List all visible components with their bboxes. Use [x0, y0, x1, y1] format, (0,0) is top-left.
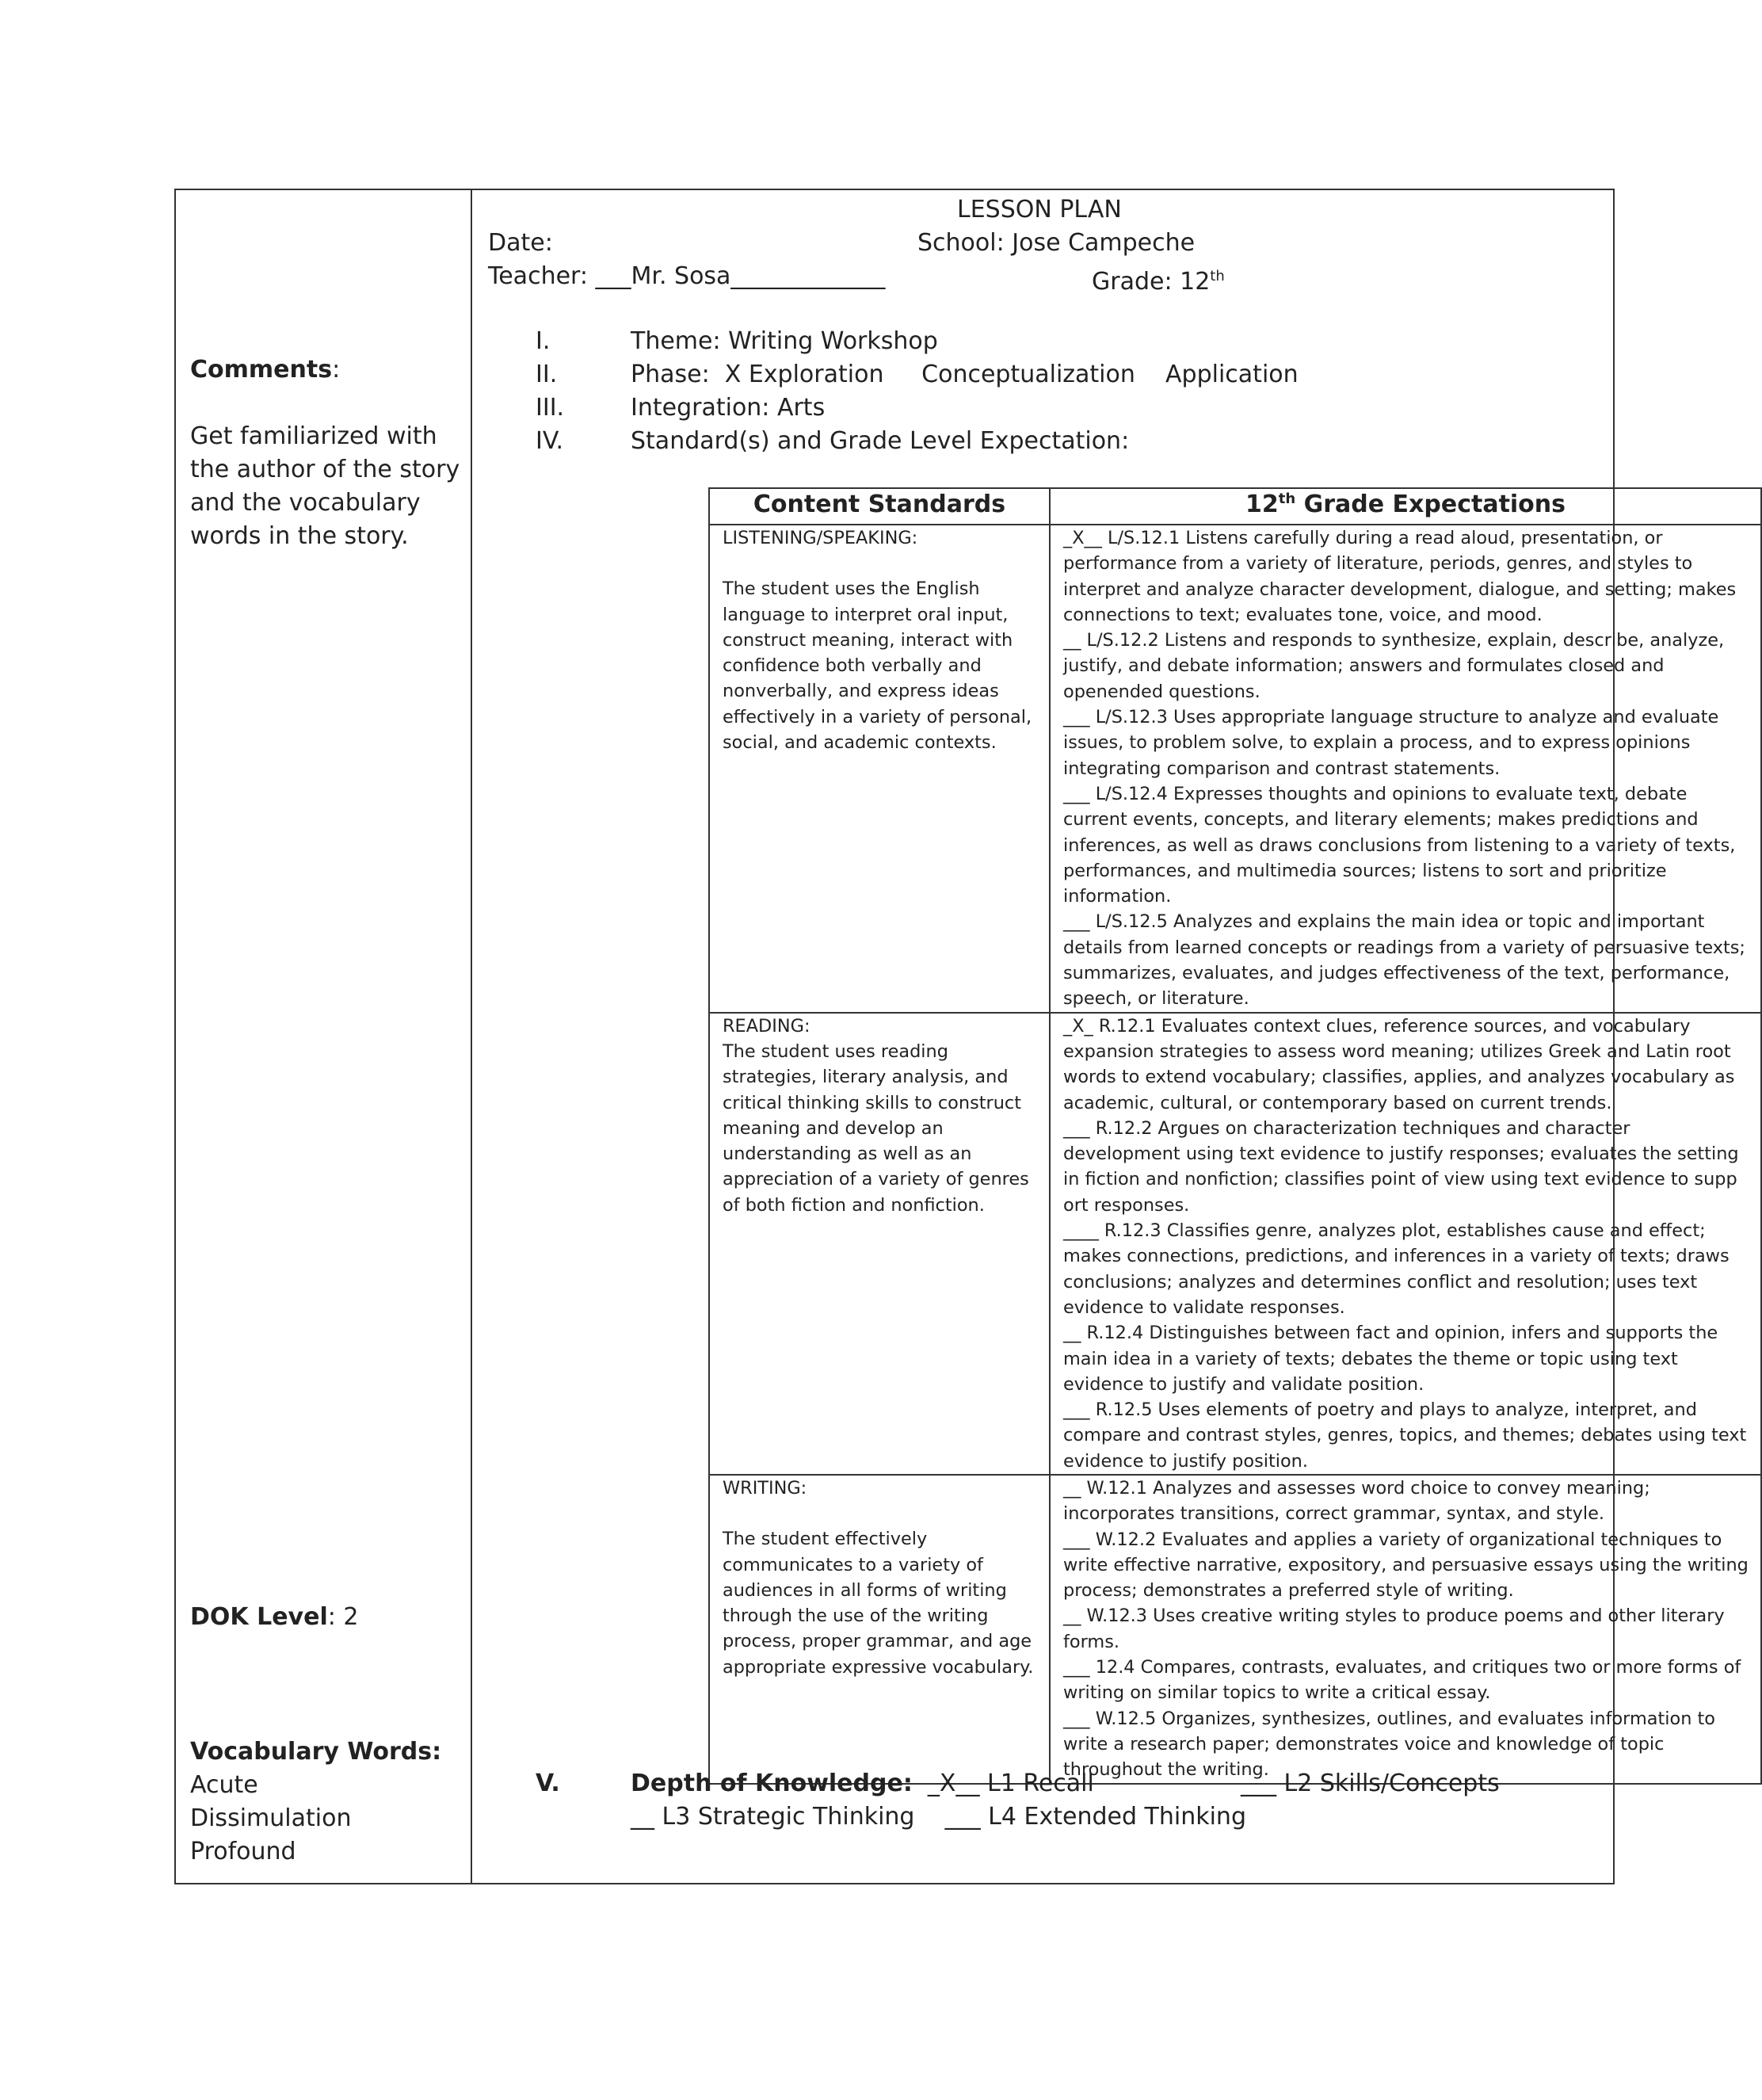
section-standards: IV. Standard(s) and Grade Level Expectation:	[536, 427, 1130, 455]
expectation-item: __ R.12.4 Distinguishes between fact and opinion, infers and supports the main idea in a variety of texts; debates the theme or topic using text evidence to justify and validate position.	[1063, 1323, 1718, 1395]
expectation-item: __ W.12.1 Analyzes and assesses word choice to convey meaning; incorporates transitions, correct grammar, syntax, and style.	[1063, 1477, 1650, 1525]
section-phase: II. Phase: X Exploration Conceptualization Application	[536, 361, 1299, 388]
dok-label: Depth of Knowledge:	[631, 1770, 913, 1797]
expectation-item: ___ W.12.5 Organizes, synthesizes, outlines, and evaluates information to write a research paper; demonstrates voice and knowledge of topic throughout the writing.	[1063, 1708, 1715, 1781]
expectation-item: ____ R.12.3 Classifies genre, analyzes plot, establishes cause and effect; makes connections, predictions, and inferences in a variety of texts; draws conclusions; analyzes and determines conflict and resolution; uses text evidence to validate responses.	[1063, 1220, 1730, 1318]
vocabulary-heading: Vocabulary Words:	[190, 1738, 442, 1766]
content-standard-reading: READING: The student uses reading strategies, literary analysis, and critical thinking skills to construct meaning and develop an understanding as well as an appreciation of a variety of genres of both fiction and nonfiction.	[709, 1013, 1050, 1475]
dok-l4: ___ L4 Extended Thinking	[944, 1803, 1246, 1831]
comments-heading: Comments:	[190, 356, 341, 384]
standards-table	[708, 487, 1762, 1785]
date-label: Date:	[488, 229, 553, 257]
expectations-writing	[1050, 1475, 1761, 1784]
vocab-word: Acute	[190, 1771, 258, 1799]
expectation-item: __ W.12.3 Uses creative writing styles to produce poems and other literary forms.	[1063, 1606, 1725, 1652]
school-name: School: Jose Campeche	[917, 229, 1196, 257]
main-column	[474, 190, 1749, 1883]
depth-of-knowledge-line2	[631, 1800, 1502, 1834]
expectation-item: ___ L/S.12.3 Uses appropriate language structure to analyze and evaluate issues, to problem solve, to explain a process, and to express opinions integrating comparison and contrast statements.	[1063, 707, 1719, 779]
section-theme: I. Theme: Writing Workshop	[536, 327, 938, 355]
expectation-item: _X_ R.12.1 Evaluates context clues, reference sources, and vocabulary expansion strategies to assess word meaning; utilizes Greek and Latin root words to extend vocabulary; classifies, applies, and analyzes vocabulary as academic, cultural, or contemporary based on current trends.	[1063, 1015, 1735, 1113]
expectation-item: ___ R.12.5 Uses elements of poetry and plays to analyze, interpret, and compare and contrast styles, genres, topics, and themes; debates using text evidence to justify position.	[1063, 1399, 1747, 1472]
content-standard-listening: LISTENING/SPEAKING: The student uses the English language to interpret oral input, construct meaning, interact with confidence both verbally and nonverbally, and express ideas effectively in a variety of personal, social, and academic contexts.	[709, 525, 1050, 1013]
expectation-item: ___ W.12.2 Evaluates and applies a variety of organizational techniques to write effective narrative, expository, and persuasive essays using the writing process; demonstrates a preferred style of writing.	[1063, 1529, 1749, 1602]
vocab-word: Dissimulation	[190, 1804, 352, 1832]
expectation-item: _X__ L/S.12.1 Listens carefully during a read aloud, presentation, or performance from a variety of literature, periods, genres, and styles to interpret and analyze character development, dialogue, and setting; makes connections to text; evaluates tone, voice, and mood.	[1063, 528, 1737, 625]
table-row	[709, 1013, 1761, 1475]
expectation-item: ___ R.12.2 Argues on characterization techniques and character development using text evidence to justify responses; evaluates the setting in fiction and nonfiction; classifies point of view using text evidence to supp ort responses.	[1063, 1117, 1739, 1216]
table-row	[709, 525, 1761, 1013]
table-header-row	[709, 488, 1761, 525]
dok-level: DOK Level: 2	[190, 1603, 359, 1631]
comments-text: Get familiarized with the author of the story and the vocabulary words in the story.	[190, 422, 460, 550]
content-standards-header: Content Standards	[709, 488, 1050, 525]
expectations-reading	[1050, 1013, 1761, 1475]
expectation-item: ___ L/S.12.4 Expresses thoughts and opinions to evaluate text, debate current events, concepts, and literary elements; makes predictions and inferences, as well as draws conclusions from listening to a variety of texts, performances, and multimedia sources; listens to sort and prioritize information.	[1063, 783, 1736, 907]
expectation-item: ___ L/S.12.5 Analyzes and explains the main idea or topic and important details from learned concepts or readings from a variety of persuasive texts; summarizes, evaluates, and judges effectiveness of the text, performance, speech, or literature.	[1063, 911, 1745, 1010]
expectation-item: ___ 12.4 Compares, contrasts, evaluates, and critiques two or more forms of writing on similar topics to write a critical essay.	[1063, 1657, 1741, 1704]
left-column	[176, 190, 472, 1883]
lesson-plan-frame	[174, 189, 1749, 1884]
expectations-listening	[1050, 525, 1761, 1013]
depth-of-knowledge: V. Depth of Knowledge: _X__ L1 Recall ___ L2 Skills/Concepts	[536, 1767, 1566, 1800]
vocab-word: Profound	[190, 1838, 296, 1865]
dok-l1: _X__ L1 Recall	[927, 1770, 1094, 1797]
section-integration: III. Integration: Arts	[536, 394, 826, 422]
vocabulary-list	[190, 1735, 441, 1869]
teacher-name: Teacher: ___Mr. Sosa_____________	[488, 262, 886, 290]
grade-expectations-header: 12th Grade Expectations	[1050, 488, 1761, 525]
table-row	[709, 1475, 1761, 1784]
dok-l3: __ L3 Strategic Thinking	[631, 1803, 915, 1831]
dok-l2: ___ L2 Skills/Concepts	[1241, 1770, 1500, 1797]
expectation-item: __ L/S.12.2 Listens and responds to synthesize, explain, describe, analyze, justify, and debate information; answers and formulates closed and openended questions.	[1063, 630, 1725, 702]
grade-level: Grade: 12th	[1092, 268, 1225, 296]
page-title: LESSON PLAN	[957, 196, 1122, 223]
content-standard-writing: WRITING: The student effectively communicates to a variety of audiences in all forms of writing through the use of the writing process, proper grammar, and age appropriate expressive vocabulary.	[709, 1475, 1050, 1784]
